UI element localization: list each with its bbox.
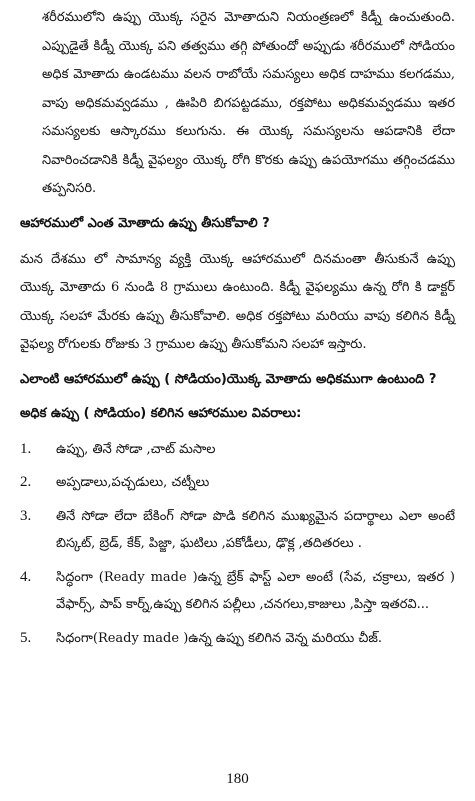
intro-paragraph: శరీరములోని ఉప్పు యొక్క సరైన మోతాదుని నియంత్రణలో కిడ్నీ ఉంచుతుంది. ఎప్పుడైతే కిడ్నీ యొక్క పని తత్వము తగ్గి పోతుందో అప్పుడు శరీరములో సోడియం అధిక మోతాదు ఉండటము వలన రాబోయే సమస్యలు అధిక దాహము కలగడము, వాపు అధికమవ్వడము , ఊపిరి బిగపట్టడము, రక్తపోటు అధికమవ్వడము ఇతర సమస్యలకు ఆస్కారము కలుగును. ఈ యొక్క సమస్యలను ఆపడానికి లేదా నివారించడానికి కిడ్నీ వైఫల్యం యొక్క రోగి కొరకు ఉప్పు ఉపయోగము తగ్గించడము తప్పనిసరి. [42, 10, 455, 196]
section-heading-salt-quantity: ఆహారములో ఎంత మోతాదు ఉప్పు తీసుకోవాలి ? [20, 215, 270, 231]
list-item-text: అప్పడాలు,పచ్చడులు, చట్నీలు [56, 475, 210, 490]
section-heading-high-sodium-food: ఎలాంటి ఆహారములో ఉప్పు ( సోడియం)యొక్క మోతాదు అధికముగా ఉంటుంది ? [20, 371, 437, 387]
salt-quantity-paragraph: మన దేశము లో సామాన్య వ్యక్తి యొక్క ఆహారములో దినమంతా తీసుకునే ఉప్పు యొక్క మోతాదు 6 నుండి 8 గ్రాములు ఉంటుంది. కిడ్నీ వైఫల్యము ఉన్న రోగి కి డాక్టర్ యొక్క సలహా మేరకు ఉప్పు తీసుకోవాలి. అధిక రక్తపోటు మరియు వాపు కలిగిన కిడ్నీ వైఫల్య రోగులకు రోజుకు 3 గ్రాముల ఉప్పు తీసుకోమని సలహా ఇస్తారు. [20, 251, 455, 352]
list-item-text: ఉప్పు, తినే సోడా ,చాట్ మసాల [56, 441, 216, 457]
list-item-number: 5. [20, 629, 32, 646]
section-heading-high-sodium-list: అధిక ఉప్పు ( సోడియం) కలిగిన ఆహారముల వివరాలు: [20, 405, 302, 421]
list-item [20, 469, 455, 497]
list-item-text: సిధంగా(Ready made )ఉన్న ఉప్పు కలిగిన వెన్న మరియు చీజ్. [56, 630, 382, 646]
high-sodium-food-list [20, 436, 455, 653]
list-item [20, 436, 455, 464]
page-number: 180 [226, 771, 249, 787]
list-item-number: 2. [20, 474, 32, 490]
list-item [20, 625, 455, 653]
list-item-number: 1. [20, 440, 32, 457]
list-item-number: 4. [20, 568, 32, 585]
list-item [20, 564, 455, 619]
list-item-text: సిద్ధంగా (Ready made )ఉన్న బ్రేక్ ఫాస్ట్ ఎలా అంటే (సేవ, చక్రాలు, ఇతర ) వేఫార్స్, పాప్ కార్న్,ఉప్పు కలిగిన పల్లీలు ,చనగలు,కాజులు ,పిస్తా ఇతరవి... [56, 569, 455, 612]
list-item [20, 503, 455, 558]
list-item-text: తినే సోడా లేదా బేకింగ్ సోడా పొడి కలిగిన ముఖ్యమైన పదార్థాలు ఎలా అంటే బిస్కట్, బ్రెడ్, కేక్, పిజ్జా, ఘటిలు ,పకోడీలు, ఢొక్ల ,తదితరలు . [56, 508, 455, 551]
list-item-number: 3. [20, 507, 32, 524]
